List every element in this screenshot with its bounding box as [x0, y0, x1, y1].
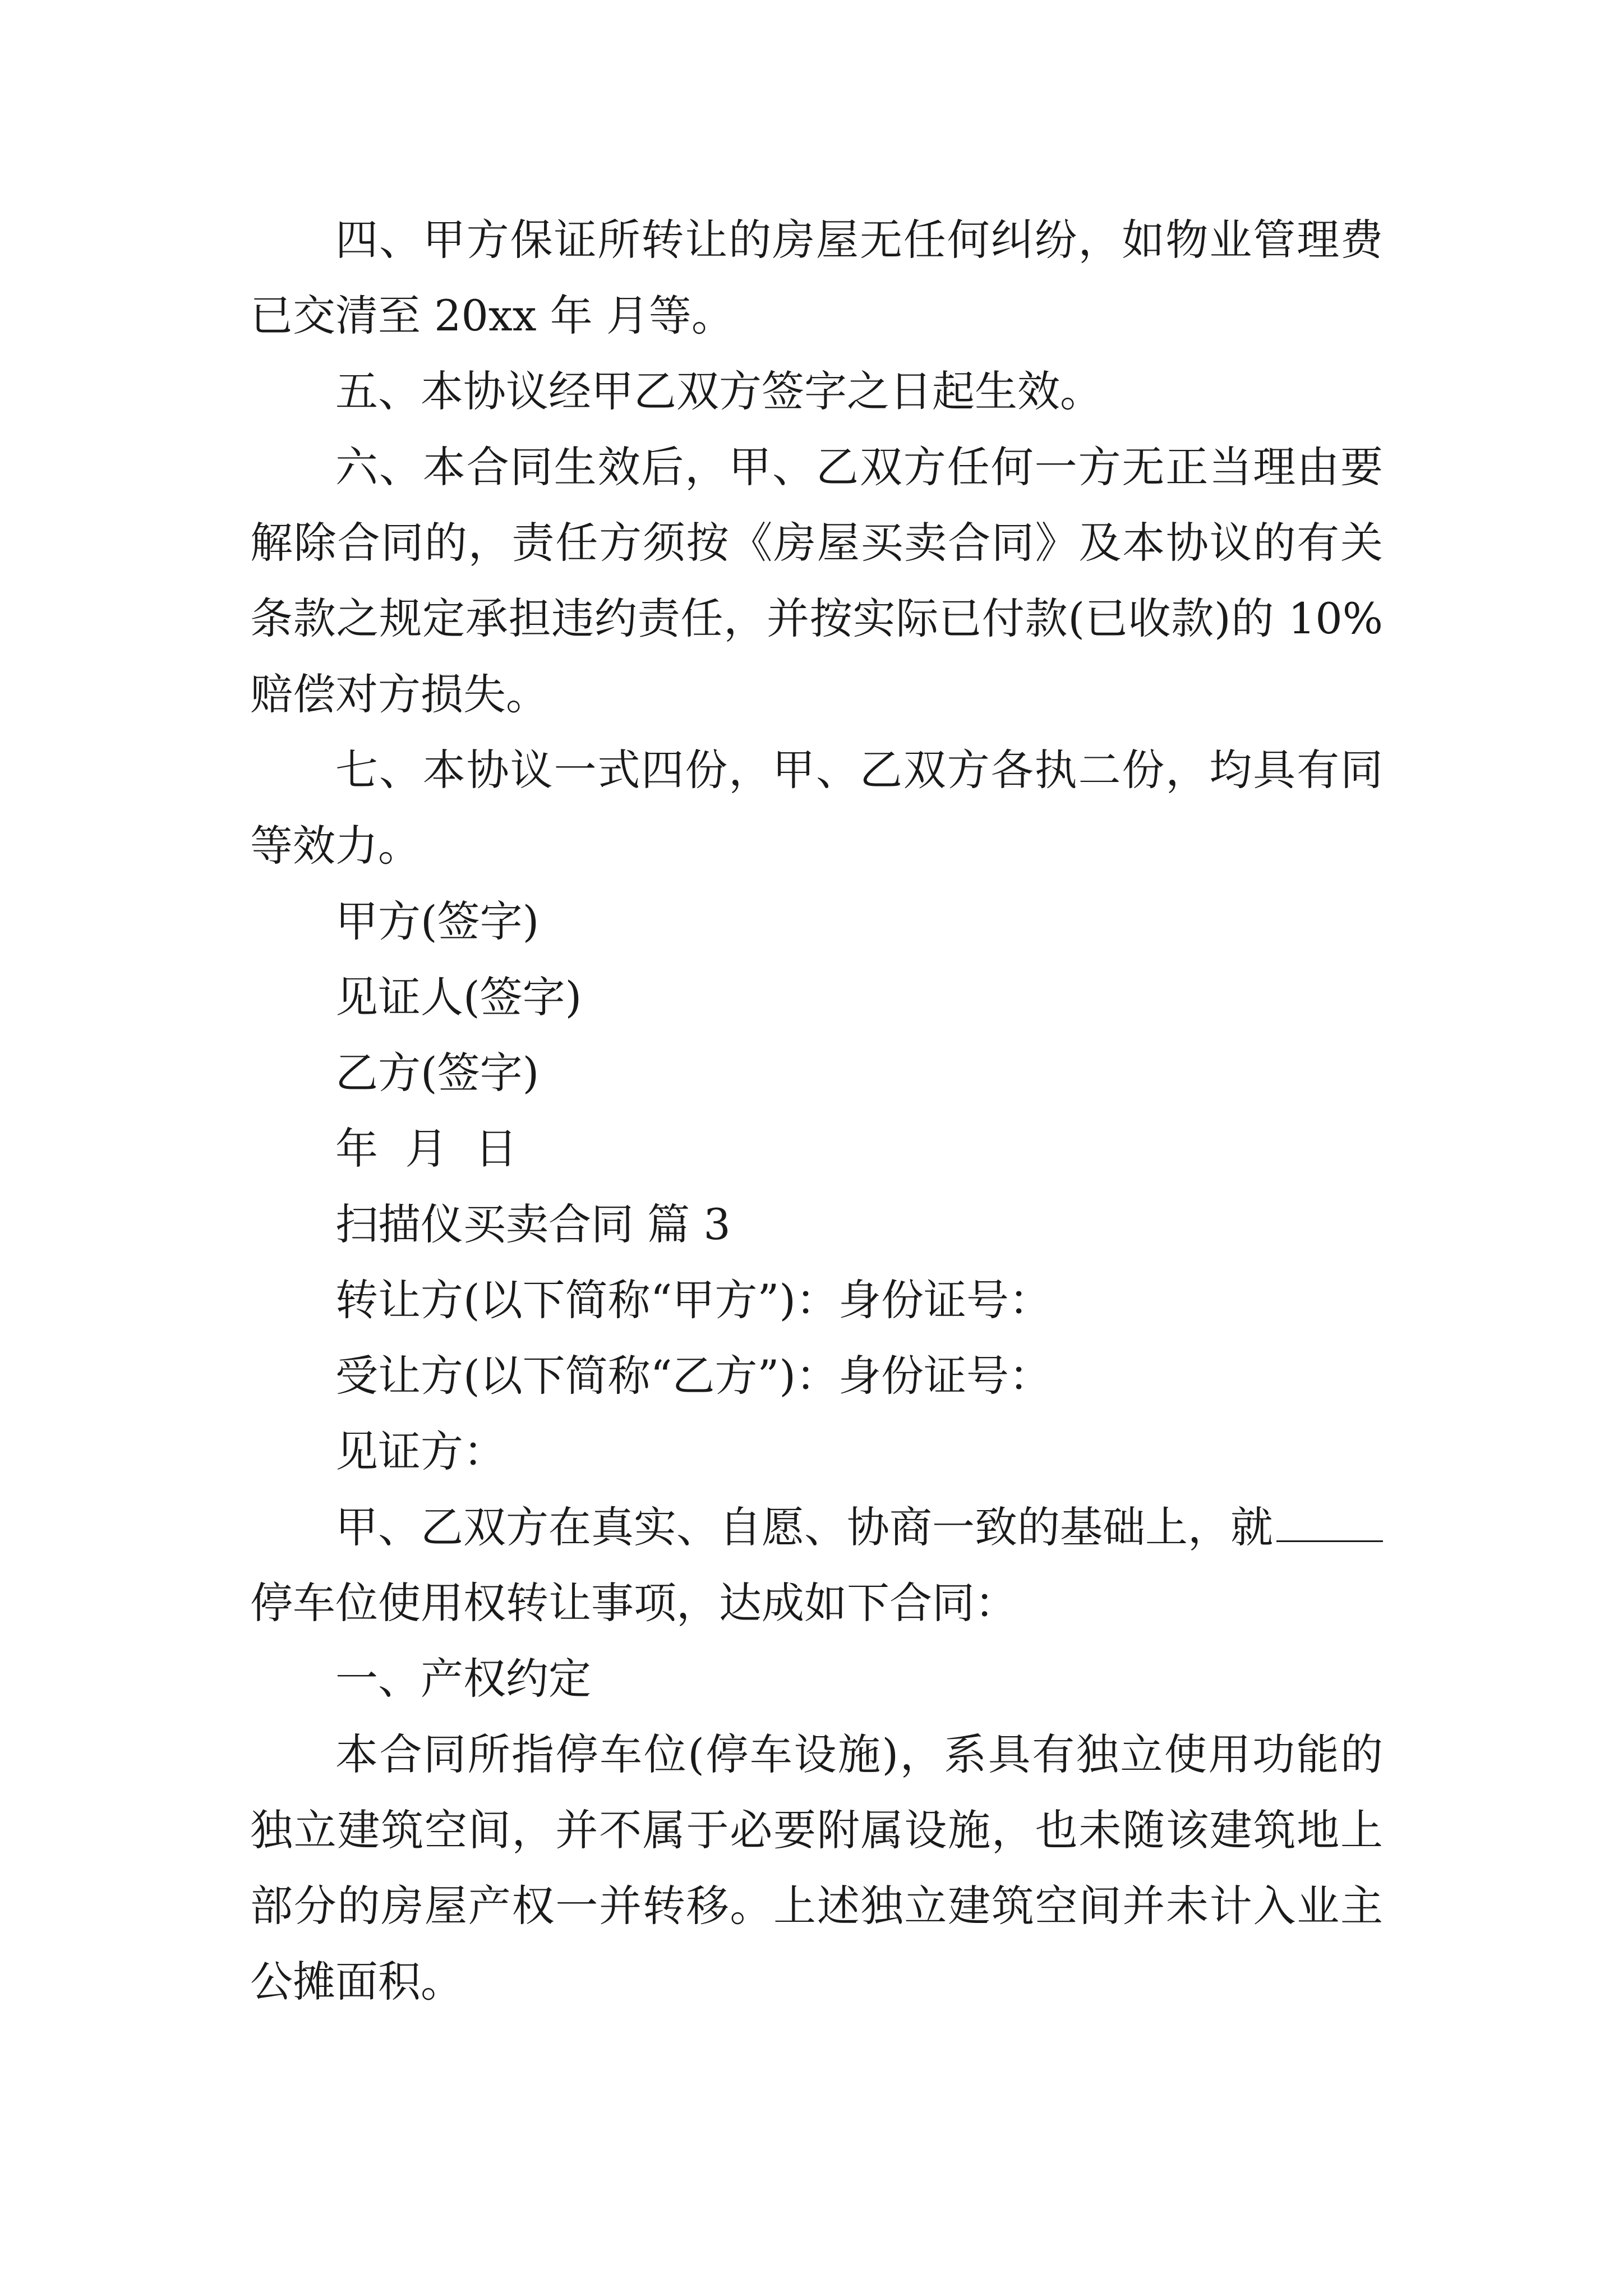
document-body [250, 202, 1383, 2019]
intro-line-1 [250, 1489, 1383, 1565]
section-1-line-4: 公摊面积。 [250, 1957, 463, 2007]
transferee-line: 受让方(以下简称“乙方”)：身份证号： [335, 1351, 1052, 1401]
clause-7-line-1: 七、本协议一式四份，甲、乙双方各执二份，均具有同 [335, 745, 1383, 795]
clause-4-line-1: 四、甲方保证所转让的房屋无任何纠纷，如物业管理费 [335, 215, 1383, 265]
clause-6-line-1: 六、本合同生效后，甲、乙双方任何一方无正当理由要 [335, 442, 1383, 492]
section-1-line-1: 本合同所指停车位(停车设施)，系具有独立使用功能的 [335, 1729, 1383, 1779]
section-1-heading: 一、产权约定 [335, 1654, 591, 1704]
section-title: 扫描仪买卖合同 篇 3 [335, 1199, 731, 1249]
clause-7-line-2: 等效力。 [250, 821, 421, 871]
intro-line-2: 停车位使用权转让事项，达成如下合同： [250, 1578, 1017, 1628]
section-1-line-2: 独立建筑空间，并不属于必要附属设施，也未随该建筑地上 [250, 1805, 1383, 1855]
clause-6-line-4: 赔偿对方损失。 [250, 669, 548, 719]
witness-party-line: 见证方： [335, 1427, 506, 1476]
party-b-signature: 乙方(签字) [335, 1048, 540, 1098]
party-a-signature: 甲方(签字) [335, 896, 540, 946]
clause-6-line-3: 条款之规定承担违约责任，并按实际已付款(已收款)的 10% [250, 593, 1383, 643]
section-1-line-3: 部分的房屋产权一并转移。上述独立建筑空间并未计入业主 [250, 1881, 1383, 1931]
intro-line-1-text: 甲、乙双方在真实、自愿、协商一致的基础上，就 [335, 1502, 1273, 1552]
clause-5: 五、本协议经甲乙双方签字之日起生效。 [335, 366, 1103, 416]
fill-in-blank [1276, 1507, 1383, 1542]
transferor-line: 转让方(以下简称“甲方”)：身份证号： [335, 1275, 1052, 1325]
witness-signature: 见证人(签字) [335, 972, 582, 1022]
clause-4-line-2: 已交清至 20xx 年 月等。 [250, 291, 734, 341]
date-line: 年 月 日 [335, 1124, 518, 1174]
clause-6-line-2: 解除合同的，责任方须按《房屋买卖合同》及本协议的有关 [250, 518, 1383, 568]
